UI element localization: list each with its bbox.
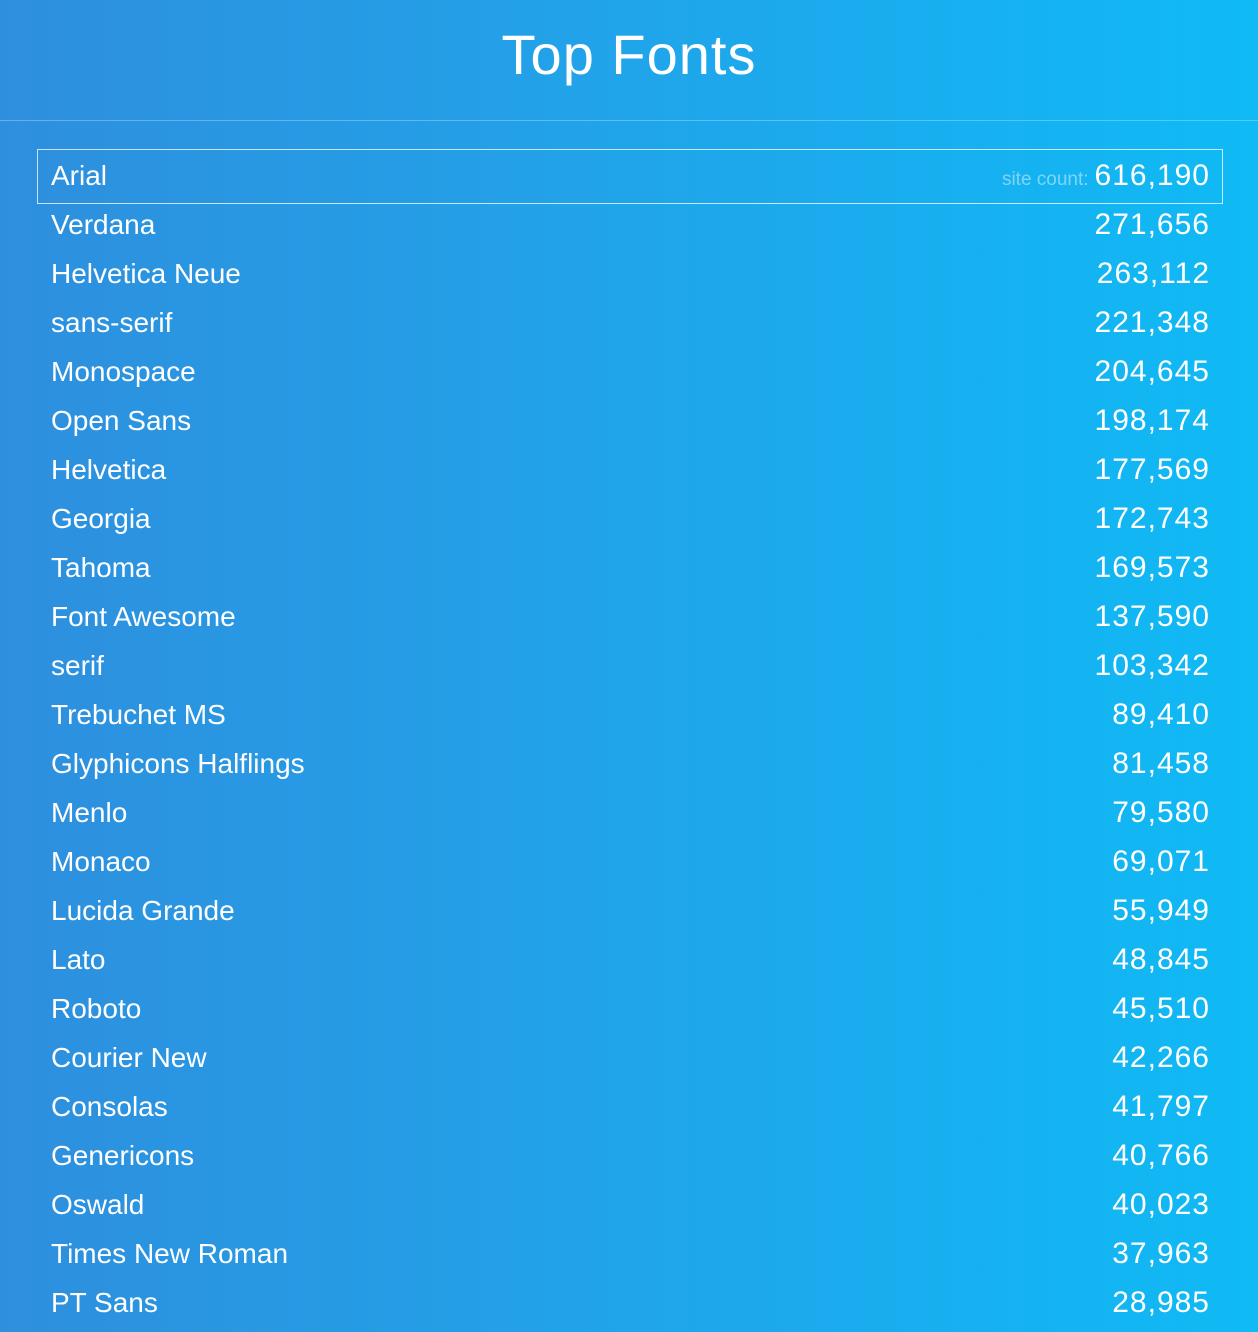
site-count-value: 79,580 <box>1112 796 1210 829</box>
font-name: Trebuchet MS <box>51 699 226 730</box>
font-name: Helvetica <box>51 454 167 485</box>
font-name: serif <box>51 650 104 681</box>
font-name: Courier New <box>51 1042 207 1073</box>
font-name: Verdana <box>51 209 156 240</box>
site-count-group <box>1112 989 1210 1034</box>
site-count-group <box>1095 401 1210 446</box>
font-list-item[interactable] <box>37 541 1223 590</box>
font-list-item[interactable] <box>37 982 1223 1031</box>
font-list-item[interactable] <box>37 786 1223 835</box>
font-name: Genericons <box>51 1140 195 1171</box>
font-list-item[interactable] <box>37 1227 1223 1276</box>
font-list-item[interactable] <box>37 198 1223 247</box>
site-count-group <box>1002 156 1210 201</box>
site-count-group <box>1097 254 1210 299</box>
site-count-group <box>1112 744 1210 789</box>
site-count-group <box>1095 597 1210 642</box>
site-count-group <box>1112 793 1210 838</box>
font-list-item[interactable] <box>37 394 1223 443</box>
font-list-item[interactable] <box>37 345 1223 394</box>
font-name: PT Sans <box>51 1287 158 1318</box>
site-count-group <box>1112 1234 1210 1279</box>
site-count-group <box>1112 695 1210 740</box>
font-list-item[interactable] <box>37 1129 1223 1178</box>
font-name: Helvetica Neue <box>51 258 241 289</box>
site-count-value: 204,645 <box>1094 355 1210 388</box>
font-name: sans-serif <box>51 307 173 338</box>
font-list-item[interactable] <box>37 835 1223 884</box>
font-list-item[interactable] <box>37 933 1223 982</box>
site-count-value: 263,112 <box>1096 257 1210 290</box>
font-list-item[interactable] <box>37 492 1223 541</box>
font-list-item[interactable] <box>37 1031 1223 1080</box>
font-list-item[interactable] <box>37 737 1223 786</box>
font-name: Oswald <box>51 1189 145 1220</box>
font-name: Arial <box>51 160 108 191</box>
site-count-value: 41,797 <box>1112 1090 1210 1123</box>
site-count-value: 45,510 <box>1112 992 1210 1025</box>
site-count-value: 48,845 <box>1112 943 1210 976</box>
font-list-item[interactable] <box>37 688 1223 737</box>
font-name: Consolas <box>51 1091 168 1122</box>
site-count-value: 42,266 <box>1112 1041 1210 1074</box>
site-count-group <box>1095 205 1210 250</box>
site-count-value: 271,656 <box>1094 208 1210 241</box>
site-count-value: 103,342 <box>1094 649 1210 682</box>
site-count-group <box>1095 499 1210 544</box>
site-count-group <box>1112 1038 1210 1083</box>
font-name: Monaco <box>51 846 151 877</box>
font-name: Glyphicons Halflings <box>51 748 305 779</box>
site-count-group <box>1112 1185 1210 1230</box>
site-count-group <box>1095 646 1210 691</box>
font-name: Monospace <box>51 356 196 387</box>
page-title: Top Fonts <box>501 23 757 86</box>
site-count-group <box>1112 842 1210 887</box>
site-count-value: 172,743 <box>1094 502 1210 535</box>
font-list-item[interactable] <box>37 1276 1223 1325</box>
font-list-item[interactable] <box>37 1080 1223 1129</box>
font-name: Georgia <box>51 503 151 534</box>
site-count-value: 40,023 <box>1112 1188 1210 1221</box>
font-list-item[interactable] <box>37 590 1223 639</box>
font-name: Times New Roman <box>51 1238 289 1269</box>
site-count-value: 28,985 <box>1112 1286 1210 1319</box>
site-count-group <box>1112 1136 1210 1181</box>
site-count-value: 177,569 <box>1094 453 1210 486</box>
font-name: Tahoma <box>51 552 151 583</box>
font-list-item[interactable] <box>37 149 1223 204</box>
font-list-item[interactable] <box>37 1178 1223 1227</box>
site-count-group <box>1112 891 1210 936</box>
site-count-value: 55,949 <box>1112 894 1210 927</box>
site-count-value: 137,590 <box>1094 600 1210 633</box>
site-count-group <box>1095 450 1210 495</box>
font-name: Roboto <box>51 993 142 1024</box>
site-count-group <box>1112 1087 1210 1132</box>
font-name: Font Awesome <box>51 601 236 632</box>
site-count-value: 198,174 <box>1094 404 1210 437</box>
font-list-item[interactable] <box>37 296 1223 345</box>
font-list <box>37 149 1223 1325</box>
font-name: Open Sans <box>51 405 192 436</box>
font-list-item[interactable] <box>37 884 1223 933</box>
font-name: Menlo <box>51 797 128 828</box>
site-count-value: 169,573 <box>1094 551 1210 584</box>
site-count-value: 81,458 <box>1112 747 1210 780</box>
site-count-group <box>1112 1283 1210 1328</box>
site-count-group <box>1095 303 1210 348</box>
site-count-label: site count: <box>1001 169 1089 190</box>
font-list-item[interactable] <box>37 443 1223 492</box>
site-count-group <box>1112 940 1210 985</box>
site-count-value: 221,348 <box>1094 306 1210 339</box>
font-list-item[interactable] <box>37 247 1223 296</box>
font-name: Lucida Grande <box>51 895 235 926</box>
font-name: Lato <box>51 944 106 975</box>
site-count-value: 69,071 <box>1112 845 1210 878</box>
page-header <box>0 0 1258 121</box>
site-count-value: 37,963 <box>1112 1237 1210 1270</box>
site-count-group <box>1095 548 1210 593</box>
font-list-item[interactable] <box>37 639 1223 688</box>
site-count-group <box>1095 352 1210 397</box>
site-count-value: 89,410 <box>1112 698 1210 731</box>
site-count-value: 40,766 <box>1112 1139 1210 1172</box>
site-count-value: 616,190 <box>1094 159 1210 192</box>
